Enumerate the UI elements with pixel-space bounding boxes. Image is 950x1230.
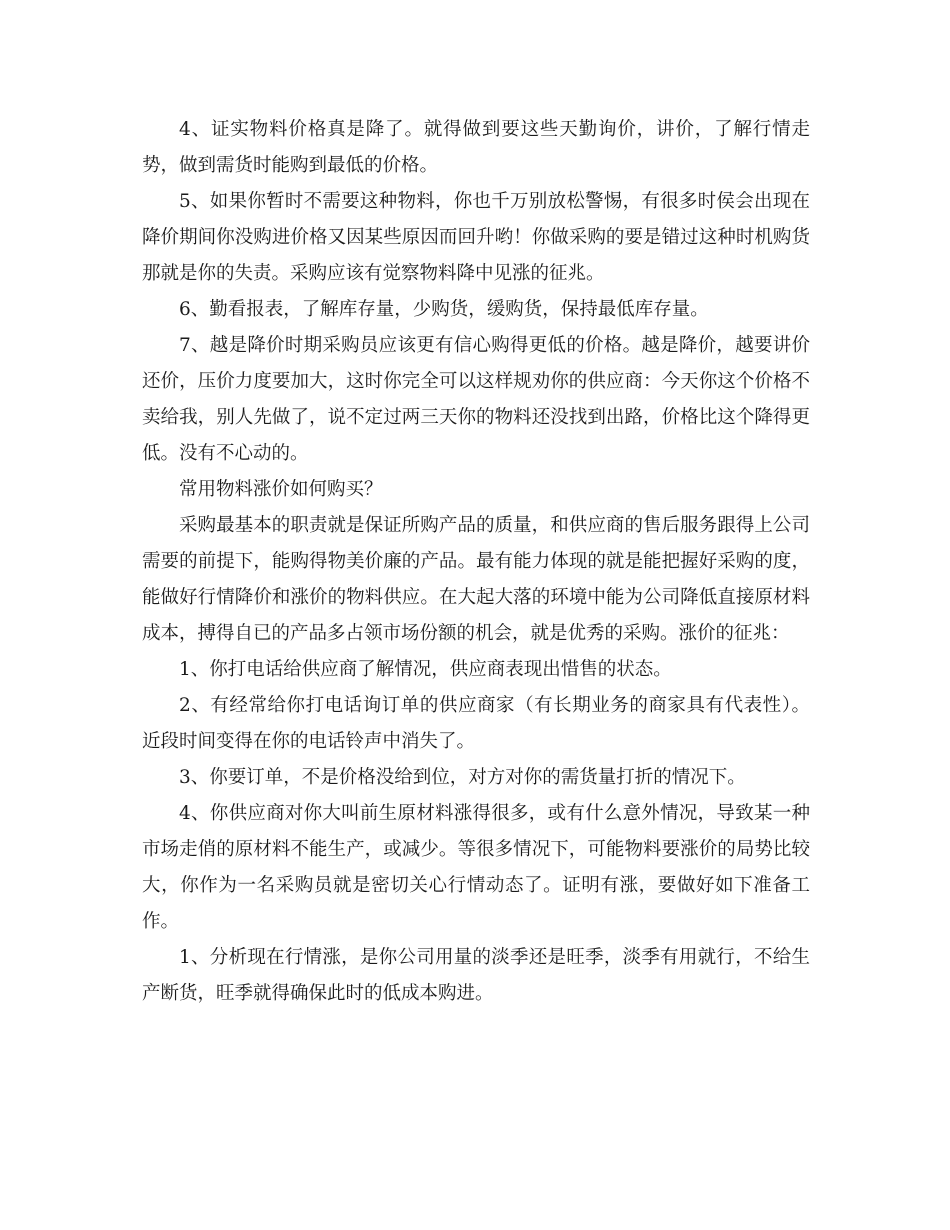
paragraph-sign-material-shortage: 4、你供应商对你大叫前生原材料涨得很多，或有什么意外情况，导致某一种市场走俏的原材料不能生产，或减少。等很多情况下，可能物料要涨价的局势比较大，你作为一名采购员就是密切关心行情动态了。证明有涨，要做好如下准备工作。 xyxy=(142,803,810,932)
paragraph-purchasing-duty: 采购最基本的职责就是保证所购产品的质量，和供应商的售后服务跟得上公司需要的前提下，能购得物美价廉的产品。最有能力体现的就是能把握好采购的度，能做好行情降价和涨价的物料供应。在大起大落的环境中能为公司降低直接原材料成本，搏得自已的产品多占领市场份额的机会，就是优秀的采购。涨价的征兆： xyxy=(142,515,810,644)
paragraph-check-reports: 6、勤看报表，了解库存量，少购货，缓购货，保持最低库存量。 xyxy=(179,299,709,320)
paragraph-analyze-season: 1、分析现在行情涨，是你公司用量的淡季还是旺季，淡季有用就行，不给生产断货，旺季就得确保此时的低成本购进。 xyxy=(142,947,810,1004)
paragraph-sign-reduced-quantity: 3、你要订单，不是价格没给到位，对方对你的需货量打折的情况下。 xyxy=(179,767,746,788)
paragraph-negotiate-lower: 7、越是降价时期采购员应该更有信心购得更低的价格。越是降价，越要讲价还价，压价力度要加大，这时你完全可以这样规劝你的供应商：今天你这个价格不卖给我，别人先做了，说不定过两三天你的物料还没找到出路，价格比这个降得更低。没有不心动的。 xyxy=(142,335,810,464)
paragraph-sign-silent-supplier: 2、有经常给你打电话询订单的供应商家（有长期业务的商家具有代表性）。近段时间变得在你的电话铃声中消失了。 xyxy=(142,695,810,752)
paragraph-stay-alert: 5、如果你暂时不需要这种物料，你也千万别放松警惕，有很多时侯会出现在降价期间你没购进价格又因某些原因而回升哟！你做采购的要是错过这种时机购货那就是你的失责。采购应该有觉察物料降中见涨的征兆。 xyxy=(142,191,810,284)
section-heading: 常用物料涨价如何购买？ xyxy=(179,479,383,500)
paragraph-price-confirm: 4、证实物料价格真是降了。就得做到要这些天勤询价，讲价，了解行情走势，做到需货时能购到最低的价格。 xyxy=(142,119,810,176)
document-body xyxy=(142,112,810,1012)
paragraph-sign-reluctant-sale: 1、你打电话给供应商了解情况，供应商表现出惜售的状态。 xyxy=(179,659,672,680)
